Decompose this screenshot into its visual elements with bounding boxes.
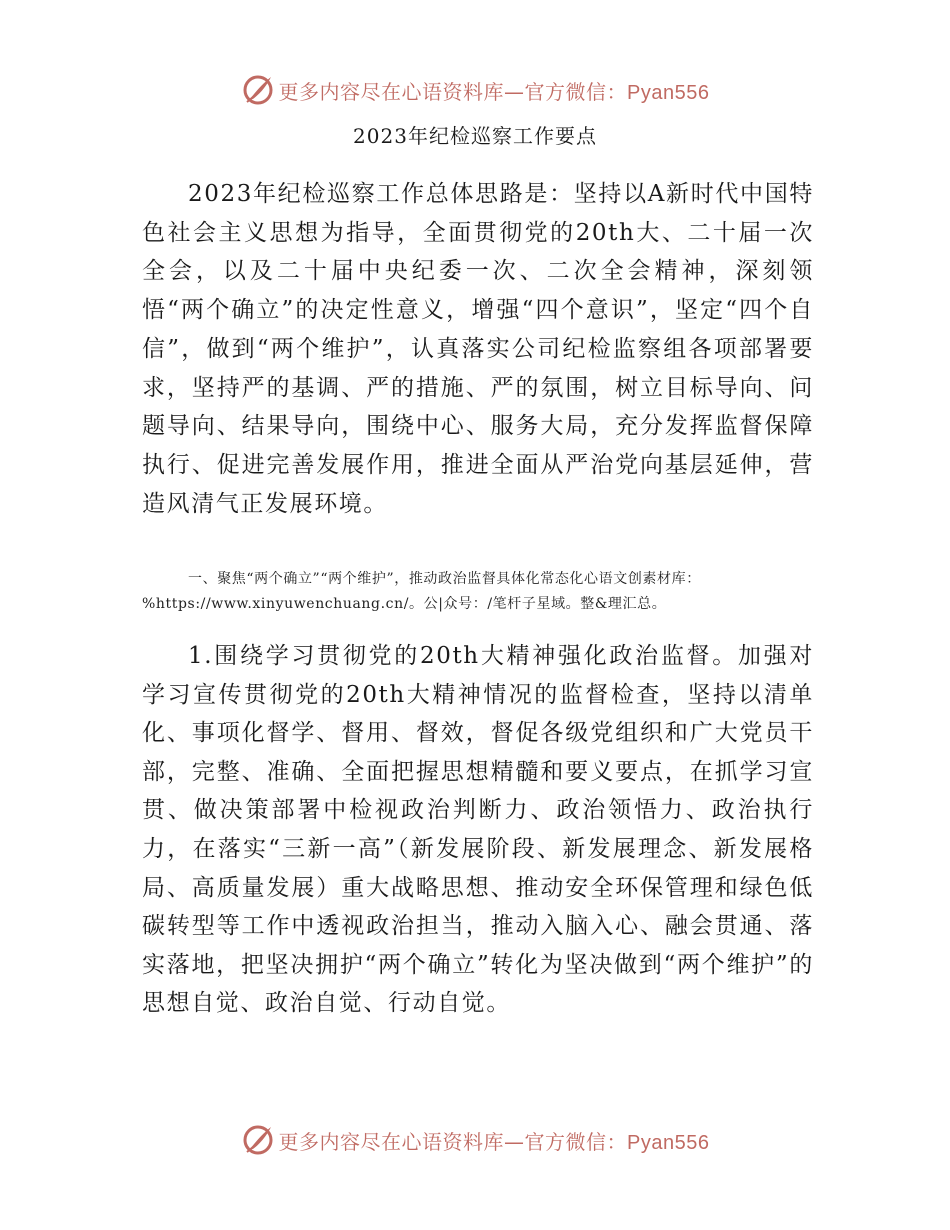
watermark-dash: — [504,79,525,104]
intro-paragraph: 2023年纪检巡察工作总体思路是：坚持以A新时代中国特色社会主义思想为指导，全面贯彻党的20th大、二十届一次全会，以及二十届中央纪委一次、二次全会精神，深刻领悟“两个确立”的决定性意义，增强“四个意识”，坚定“四个自信”，做到“两个维护”，认真落实公司纪检监察组各项部署要求，坚持严的基调、严的措施、严的氛围，树立目标导向、问题导向、结果导向，围绕中心、服务大局，充分发挥监督保障执行、促进完善发展作用，推进全面从严治党向基层延伸，营造风清气正发展环境。 [142,181,814,517]
watermark-library-text: 更多内容尽在心语资料库 [278,79,505,104]
feather-pen-logo-icon [241,73,275,107]
watermark-text [279,76,710,105]
feather-pen-logo-icon [241,1123,275,1157]
watermark-banner-bottom [0,1120,950,1160]
watermark-dash: — [504,1129,525,1154]
watermark-text [279,1126,710,1155]
watermark-wechat-id: Pyan556 [627,81,710,104]
section-heading-note: 一、聚焦“两个确立”“两个维护”，推动政治监督具体化常态化心语文创素材库：%https://www.xinyuwenchuang.cn/。公|众号：/笔杆子星域。整&理汇总。 [142,571,701,612]
watermark-wechat-label: 官方微信： [524,1129,628,1154]
watermark-banner-top [0,70,950,110]
watermark-wechat-label: 官方微信： [524,79,628,104]
item-1-paragraph: 1.围绕学习贯彻党的20th大精神强化政治监督。加强对学习宣传贯彻党的20th大精神情况的监督检查，坚持以清单化、事项化督学、督用、督效，督促各级党组织和广大党员干部，完整、准确、全面把握思想精髓和要义要点，在抓学习宣贯、做决策部署中检视政治判断力、政治领悟力、政治执行力，在落实“三新一高”（新发展阶段、新发展理念、新发展格局、高质量发展）重大战略思想、推动安全环保管理和绿色低碳转型等工作中透视政治担当，推动入脑入心、融会贯通、落实落地，把坚决拥护“两个确立”转化为坚决做到“两个维护”的思想自觉、政治自觉、行动自觉。 [142,643,814,1017]
watermark-wechat-id: Pyan556 [627,1131,710,1154]
document-title: 2023年纪检巡察工作要点 [353,124,597,148]
watermark-library-text: 更多内容尽在心语资料库 [278,1129,505,1154]
